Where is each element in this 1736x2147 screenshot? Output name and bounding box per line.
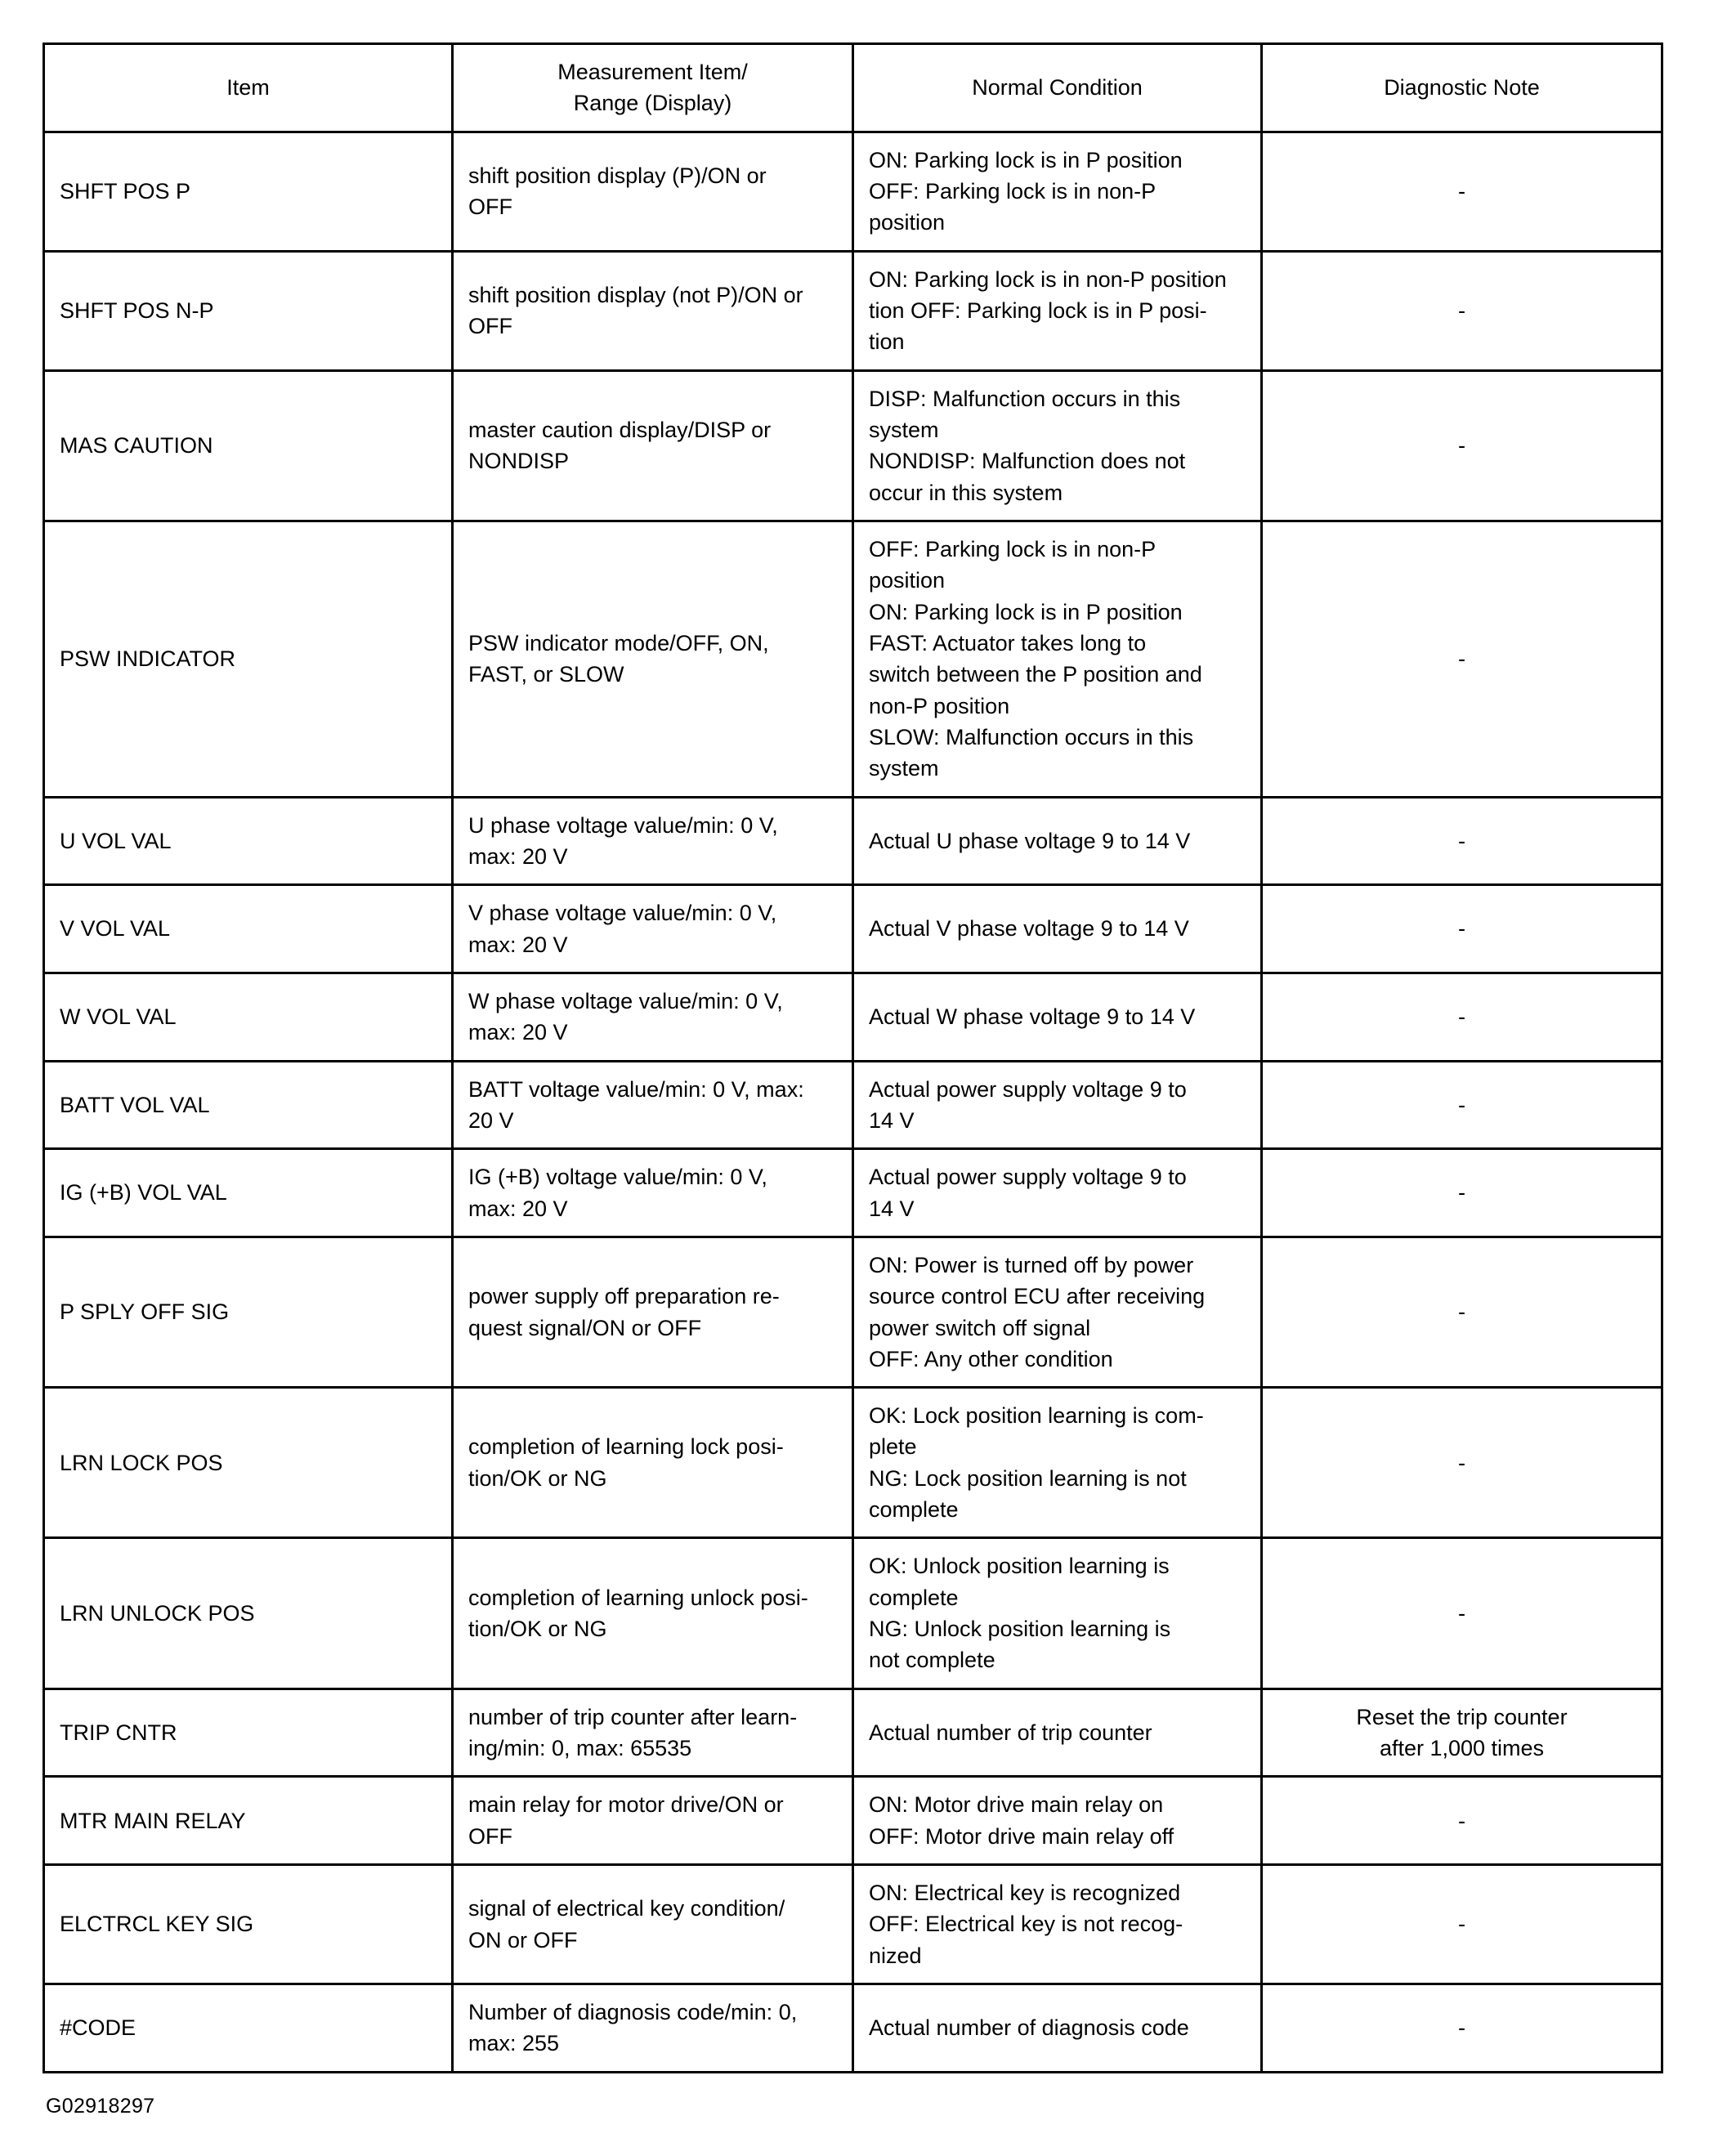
cell-note-line: -	[1458, 1450, 1465, 1475]
column-header-item-line1: Item	[226, 75, 270, 101]
cell-range-line: ing/min: 0, max: 65535	[468, 1736, 692, 1761]
cell-condition	[853, 251, 1262, 370]
table-row	[44, 973, 1662, 1061]
cell-condition-line: 14 V	[869, 1196, 915, 1221]
cell-condition-line: ON: Parking lock is in P position	[869, 147, 1183, 172]
cell-note-line: -	[1458, 1004, 1465, 1030]
column-header-note-line1: Diagnostic Note	[1384, 75, 1540, 101]
cell-condition-line: position	[869, 568, 946, 593]
table-row	[44, 521, 1662, 797]
figure-code: G02918297	[46, 2094, 155, 2118]
cell-item: W VOL VAL	[44, 973, 453, 1061]
cell-range-line: max: 255	[468, 2031, 560, 2056]
cell-item: MAS CAUTION	[44, 370, 453, 521]
cell-note	[1262, 132, 1662, 251]
cell-condition-line: Actual V phase voltage 9 to 14 V	[869, 916, 1189, 942]
cell-range-line: FAST, or SLOW	[468, 662, 624, 687]
cell-condition-line: Actual W phase voltage 9 to 14 V	[869, 1004, 1196, 1030]
cell-note	[1262, 797, 1662, 885]
cell-condition-line: ON: Electrical key is recognized	[869, 1881, 1181, 1906]
cell-range-line: IG (+B) voltage value/min: 0 V,	[468, 1165, 767, 1190]
cell-condition	[853, 521, 1262, 797]
cell-note-line: -	[1458, 1299, 1465, 1325]
cell-range-line: W phase voltage value/min: 0 V,	[468, 988, 783, 1013]
table-row	[44, 1689, 1662, 1777]
table-row	[44, 1237, 1662, 1387]
cell-range-line: max: 20 V	[468, 843, 568, 869]
column-header-measurement-range	[453, 44, 853, 132]
cell-condition	[853, 132, 1262, 251]
cell-item: IG (+B) VOL VAL	[44, 1149, 453, 1237]
cell-note	[1262, 370, 1662, 521]
cell-condition-line: nized	[869, 1943, 922, 1968]
cell-note-line: -	[1458, 433, 1465, 458]
cell-note-line: -	[1458, 1180, 1465, 1205]
cell-range-line: OFF	[468, 195, 512, 220]
cell-item: P SPLY OFF SIG	[44, 1237, 453, 1387]
cell-note	[1262, 1865, 1662, 1984]
data-list-table	[43, 42, 1663, 2073]
cell-note-line: -	[1458, 646, 1465, 672]
cell-condition-line: Actual number of diagnosis code	[869, 2015, 1189, 2041]
cell-condition	[853, 797, 1262, 885]
cell-condition-line: ON: Motor drive main relay on	[869, 1792, 1164, 1818]
cell-item: SHFT POS P	[44, 132, 453, 251]
cell-range-line: max: 20 V	[468, 1196, 568, 1221]
cell-item: PSW INDICATOR	[44, 521, 453, 797]
cell-condition	[853, 973, 1262, 1061]
cell-condition	[853, 1984, 1262, 2073]
cell-range-line: NONDISP	[468, 449, 570, 474]
cell-range	[453, 1149, 853, 1237]
cell-condition-line: source control ECU after receiving	[869, 1284, 1206, 1309]
cell-condition	[853, 1777, 1262, 1865]
cell-note-line: after 1,000 times	[1379, 1736, 1545, 1761]
cell-condition-line: OFF: Parking lock is in non-P	[869, 536, 1157, 561]
cell-range	[453, 132, 853, 251]
cell-condition-line: NG: Lock position learning is not	[869, 1465, 1187, 1491]
cell-condition-line: FAST: Actuator takes long to	[869, 630, 1147, 655]
table-row	[44, 1777, 1662, 1865]
cell-note-line: Reset the trip counter	[1356, 1704, 1568, 1729]
table-row	[44, 132, 1662, 251]
cell-note	[1262, 521, 1662, 797]
cell-range	[453, 370, 853, 521]
cell-condition-line: ON: Power is turned off by power	[869, 1252, 1194, 1277]
column-header-condition-line1: Normal Condition	[972, 75, 1143, 101]
cell-condition	[853, 1865, 1262, 1984]
cell-range-line: master caution display/DISP or	[468, 417, 772, 442]
cell-item: MTR MAIN RELAY	[44, 1777, 453, 1865]
table-row	[44, 1149, 1662, 1237]
table-header-row	[44, 44, 1662, 132]
column-header-measurement-line1: Measurement Item/	[557, 60, 748, 84]
cell-note-line: -	[1458, 916, 1465, 942]
cell-condition-line: SLOW: Malfunction occurs in this	[869, 724, 1194, 749]
cell-condition	[853, 370, 1262, 521]
cell-range	[453, 1865, 853, 1984]
cell-condition-line: tion	[869, 329, 905, 355]
cell-note-line: -	[1458, 297, 1465, 323]
cell-condition-line: complete	[869, 1585, 959, 1610]
cell-condition-line: complete	[869, 1497, 959, 1523]
cell-range	[453, 521, 853, 797]
cell-range	[453, 885, 853, 973]
cell-condition	[853, 1237, 1262, 1387]
cell-condition-line: NONDISP: Malfunction does not	[869, 449, 1186, 474]
cell-note-line: -	[1458, 178, 1465, 204]
cell-condition-line: DISP: Malfunction occurs in this	[869, 386, 1181, 411]
cell-range-line: tion/OK or NG	[468, 1465, 607, 1491]
cell-range-line: number of trip counter after learn-	[468, 1704, 798, 1729]
cell-condition-line: ON: Parking lock is in non-P position	[869, 266, 1227, 292]
table-row	[44, 1388, 1662, 1538]
cell-range-line: tion/OK or NG	[468, 1617, 607, 1642]
cell-range-line: max: 20 V	[468, 932, 568, 957]
cell-note-line: -	[1458, 1600, 1465, 1626]
cell-note	[1262, 1777, 1662, 1865]
cell-note-line: -	[1458, 1808, 1465, 1833]
cell-note	[1262, 1388, 1662, 1538]
cell-range	[453, 1689, 853, 1777]
table-header	[44, 44, 1662, 132]
cell-condition	[853, 885, 1262, 973]
cell-condition	[853, 1149, 1262, 1237]
cell-item: V VOL VAL	[44, 885, 453, 973]
cell-condition	[853, 1689, 1262, 1777]
cell-range-line: BATT voltage value/min: 0 V, max:	[468, 1076, 804, 1102]
cell-range-line: ON or OFF	[468, 1927, 578, 1952]
cell-condition-line: power switch off signal	[869, 1315, 1091, 1340]
cell-condition	[853, 1538, 1262, 1689]
cell-note	[1262, 1149, 1662, 1237]
cell-condition-line: not complete	[869, 1648, 996, 1673]
table-row	[44, 1865, 1662, 1984]
cell-condition-line: Actual power supply voltage 9 to	[869, 1076, 1187, 1102]
column-header-measurement-line2: Range (Display)	[573, 91, 732, 116]
table-body	[44, 132, 1662, 2072]
cell-condition-line: OK: Unlock position learning is	[869, 1554, 1170, 1579]
column-header-normal-condition	[853, 44, 1262, 132]
cell-range	[453, 1061, 853, 1149]
cell-range-line: signal of electrical key condition/	[468, 1896, 785, 1921]
cell-condition-line: NG: Unlock position learning is	[869, 1617, 1171, 1642]
cell-range-line: max: 20 V	[468, 1020, 568, 1045]
cell-item: LRN UNLOCK POS	[44, 1538, 453, 1689]
cell-range-line: OFF	[468, 314, 512, 339]
cell-condition-line: Actual number of trip counter	[869, 1720, 1152, 1745]
cell-range	[453, 1984, 853, 2073]
cell-condition-line: system	[869, 756, 939, 781]
cell-range-line: Number of diagnosis code/min: 0,	[468, 2000, 798, 2025]
cell-condition-line: non-P position	[869, 693, 1010, 718]
cell-item: LRN LOCK POS	[44, 1388, 453, 1538]
cell-item: TRIP CNTR	[44, 1689, 453, 1777]
cell-range	[453, 973, 853, 1061]
cell-range	[453, 1777, 853, 1865]
cell-note	[1262, 1061, 1662, 1149]
cell-condition-line: system	[869, 417, 939, 442]
table-row	[44, 1061, 1662, 1149]
table-row	[44, 885, 1662, 973]
cell-range-line: V phase voltage value/min: 0 V,	[468, 901, 777, 926]
cell-condition-line: OFF: Any other condition	[869, 1346, 1113, 1371]
cell-condition-line: ON: Parking lock is in P position	[869, 599, 1183, 624]
cell-note-line: -	[1458, 2015, 1465, 2041]
cell-range	[453, 1237, 853, 1387]
cell-note	[1262, 1237, 1662, 1387]
cell-condition-line: OK: Lock position learning is com-	[869, 1403, 1204, 1429]
table-row	[44, 370, 1662, 521]
cell-range	[453, 1388, 853, 1538]
cell-range-line: U phase voltage value/min: 0 V,	[468, 812, 778, 838]
cell-condition-line: tion OFF: Parking lock is in P posi-	[869, 297, 1207, 323]
column-header-item	[44, 44, 453, 132]
cell-range-line: completion of learning unlock posi-	[468, 1585, 808, 1610]
cell-condition-line: switch between the P position and	[869, 662, 1202, 687]
table-row	[44, 1984, 1662, 2073]
cell-range-line: shift position display (P)/ON or	[468, 163, 767, 188]
cell-condition-line: OFF: Parking lock is in non-P	[869, 178, 1157, 204]
cell-range-line: quest signal/ON or OFF	[468, 1315, 702, 1340]
cell-condition-line: position	[869, 210, 946, 235]
cell-range	[453, 797, 853, 885]
cell-condition-line: Actual U phase voltage 9 to 14 V	[869, 828, 1191, 853]
cell-condition-line: OFF: Motor drive main relay off	[869, 1823, 1174, 1849]
cell-range-line: OFF	[468, 1823, 512, 1849]
cell-note	[1262, 1984, 1662, 2073]
cell-range-line: shift position display (not P)/ON or	[468, 282, 803, 307]
cell-range	[453, 251, 853, 370]
cell-note-line: -	[1458, 828, 1465, 853]
cell-note	[1262, 251, 1662, 370]
cell-item: ELCTRCL KEY SIG	[44, 1865, 453, 1984]
cell-note	[1262, 973, 1662, 1061]
cell-range	[453, 1538, 853, 1689]
cell-condition-line: OFF: Electrical key is not recog-	[869, 1912, 1183, 1937]
column-header-diagnostic-note	[1262, 44, 1662, 132]
cell-condition	[853, 1388, 1262, 1538]
cell-note	[1262, 1689, 1662, 1777]
cell-item: BATT VOL VAL	[44, 1061, 453, 1149]
cell-condition-line: 14 V	[869, 1107, 915, 1133]
cell-condition-line: occur in this system	[869, 480, 1063, 505]
table-row	[44, 251, 1662, 370]
cell-range-line: PSW indicator mode/OFF, ON,	[468, 630, 769, 655]
cell-condition-line: plete	[869, 1434, 917, 1460]
cell-range-line: 20 V	[468, 1107, 514, 1133]
cell-range-line: main relay for motor drive/ON or	[468, 1792, 784, 1818]
cell-note-line: -	[1458, 1912, 1465, 1937]
cell-condition	[853, 1061, 1262, 1149]
cell-note	[1262, 1538, 1662, 1689]
table-row	[44, 797, 1662, 885]
cell-range-line: completion of learning lock posi-	[468, 1434, 784, 1460]
table-row	[44, 1538, 1662, 1689]
cell-range-line: power supply off preparation re-	[468, 1284, 780, 1309]
cell-item: #CODE	[44, 1984, 453, 2073]
cell-note-line: -	[1458, 1092, 1465, 1117]
cell-condition-line: Actual power supply voltage 9 to	[869, 1165, 1187, 1190]
cell-note	[1262, 885, 1662, 973]
cell-item: U VOL VAL	[44, 797, 453, 885]
cell-item: SHFT POS N-P	[44, 251, 453, 370]
